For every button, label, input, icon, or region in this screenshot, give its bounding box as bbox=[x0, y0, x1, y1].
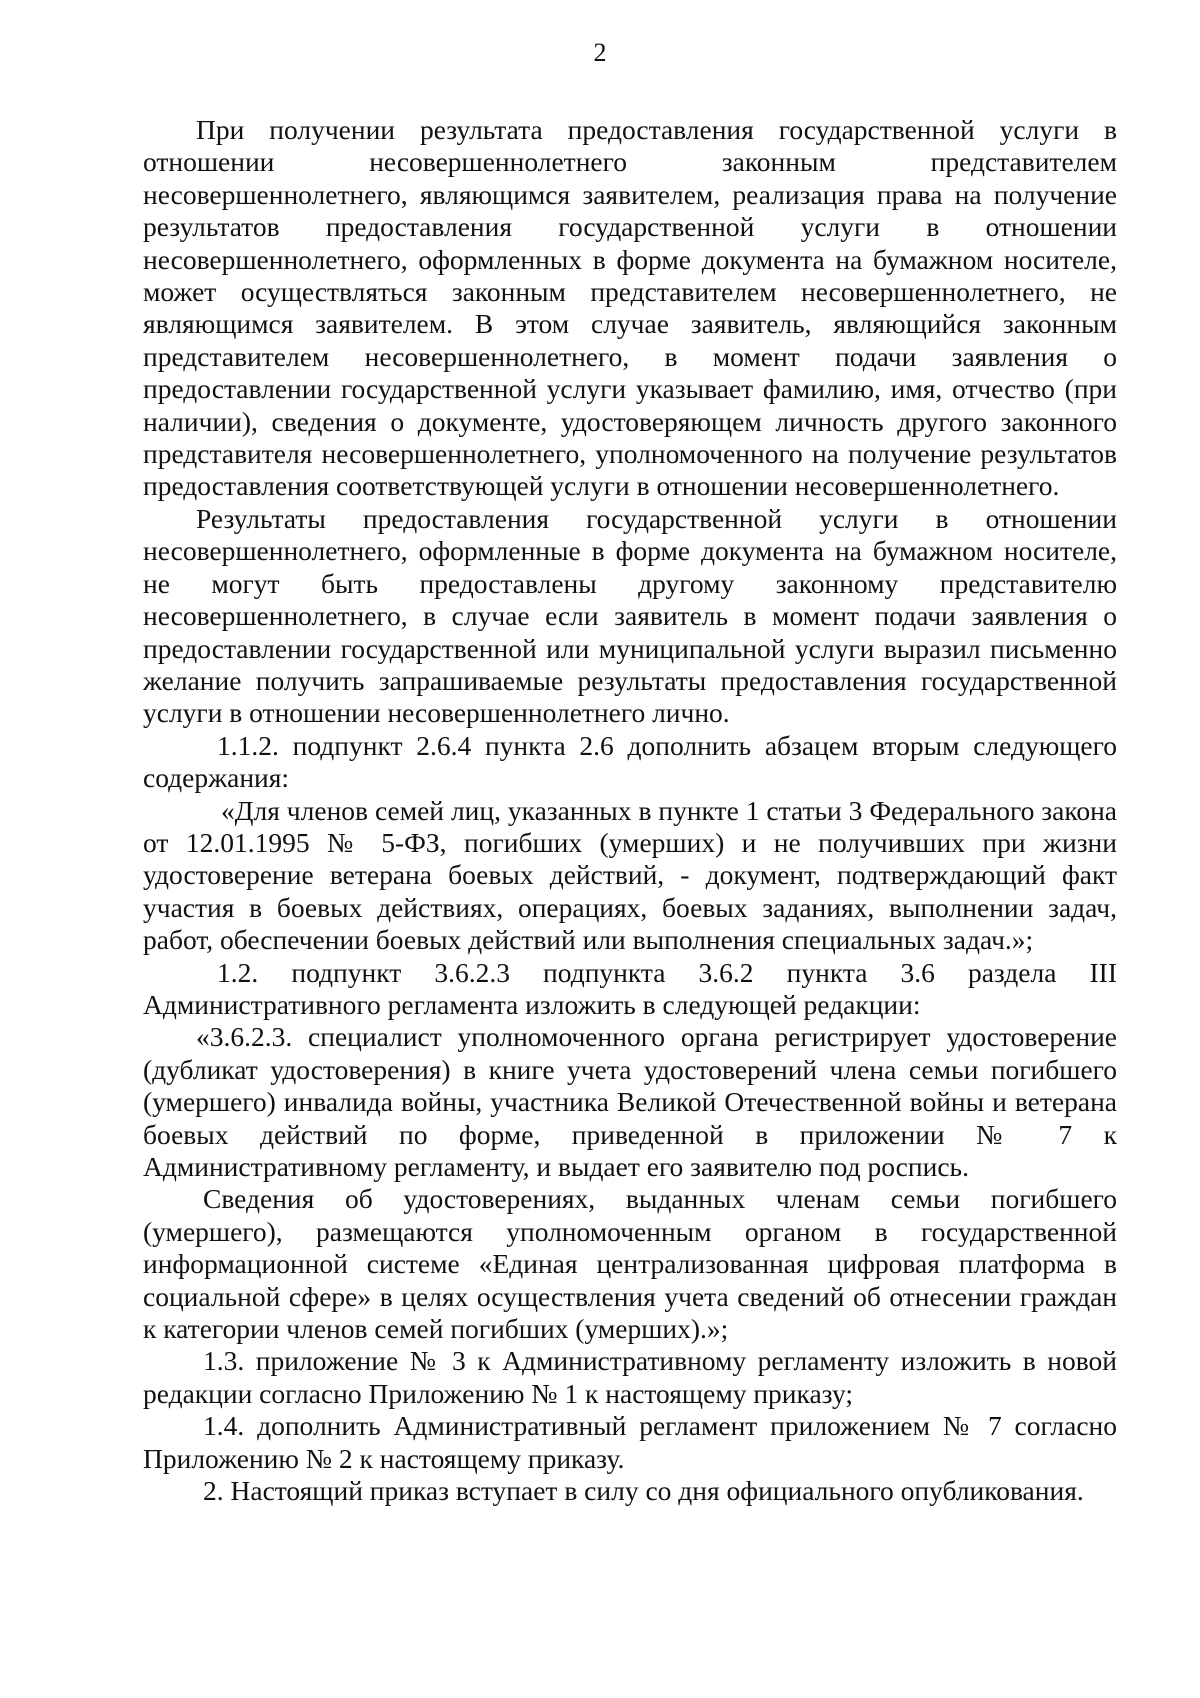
paragraph-minor-results-receipt: При получении результата предоставления государственной услуги в отношении несовершеннолетнего законным представителем несовершеннолетнего, являющимся заявителем, реализация права на получение результатов предоставления государственной услуги в отношении несовершеннолетнего, оформленных в форме документа на бумажном носителе, может осуществляться законным представителем несовершеннолетнего, не являющимся заявителем. В этом случае заявитель, являющийся законным представителем несовершеннолетнего, в момент подачи заявления о предоставлении государственной услуги указывает фамилию, имя, отчество (при наличии), сведения о документе, удостоверяющем личность другого законного представителя несовершеннолетнего, уполномоченного на получение результатов предоставления соответствующей услуги в отношении несовершеннолетнего. bbox=[143, 114, 1117, 502]
paragraph-results-restriction: Результаты предоставления государственной услуги в отношении несовершеннолетнего, оформленные в форме документа на бумажном носителе, не могут быть предоставлены другому законному представителю несовершеннолетнего, в случае если заявитель в момент подачи заявления о предоставлении государственной или муниципальной услуги выразил письменно желание получить запрашиваемые результаты предоставления государственной услуги в отношении несовершеннолетнего лично. bbox=[143, 502, 1117, 729]
paragraph-quoted-3-6-2-3: «3.6.2.3. специалист уполномоченного органа регистрирует удостоверение (дубликат удостоверения) в книге учета удостоверений члена семьи погибшего (умершего) инвалида войны, участника Великой Отечественной войны и ветерана боевых действий по форме, приведенной в приложении № 7 к Административному регламенту, и выдает его заявителю под роспись. bbox=[143, 1021, 1117, 1182]
paragraph-item-2: 2. Настоящий приказ вступает в силу со дня официального опубликования. bbox=[203, 1475, 1084, 1507]
paragraph-item-1-1-2: 1.1.2. подпункт 2.6.4 пункта 2.6 дополнить абзацем вторым следующего содержания: bbox=[143, 729, 1117, 794]
paragraph-item-1-4: 1.4. дополнить Административный регламент приложением № 7 согласно Приложению № 2 к настоящему приказу. bbox=[143, 1410, 1117, 1474]
paragraph-item-1-2: 1.2. подпункт 3.6.2.3 подпункта 3.6.2 пункта 3.6 раздела III Административного регламента изложить в следующей редакции: bbox=[143, 956, 1117, 1020]
paragraph-quoted-addition: «Для членов семей лиц, указанных в пункте 1 статьи 3 Федерального закона от 12.01.1995 № 5-ФЗ, погибших (умерших) и не получивших при жизни удостоверение ветерана боевых действий, - документ, подтверждающий факт участия в боевых действиях, операциях, боевых заданиях, выполнении задач, работ, обеспечении боевых действий или выполнения специальных задач.»; bbox=[143, 794, 1117, 956]
paragraph-certificates-info: Сведения об удостоверениях, выданных членам семьи погибшего (умершего), размещаются уполномоченным органом в государственной информационной системе «Единая централизованная цифровая платформа в социальной сфере» в целях осуществления учета сведений об отнесении граждан к категории членов семей погибших (умерших).»; bbox=[143, 1183, 1117, 1345]
paragraph-item-1-3: 1.3. приложение № 3 к Административному регламенту изложить в новой редакции согласно Приложению № 1 к настоящему приказу; bbox=[143, 1345, 1117, 1409]
page-number: 2 bbox=[593, 38, 607, 67]
document-body bbox=[143, 114, 1117, 1507]
